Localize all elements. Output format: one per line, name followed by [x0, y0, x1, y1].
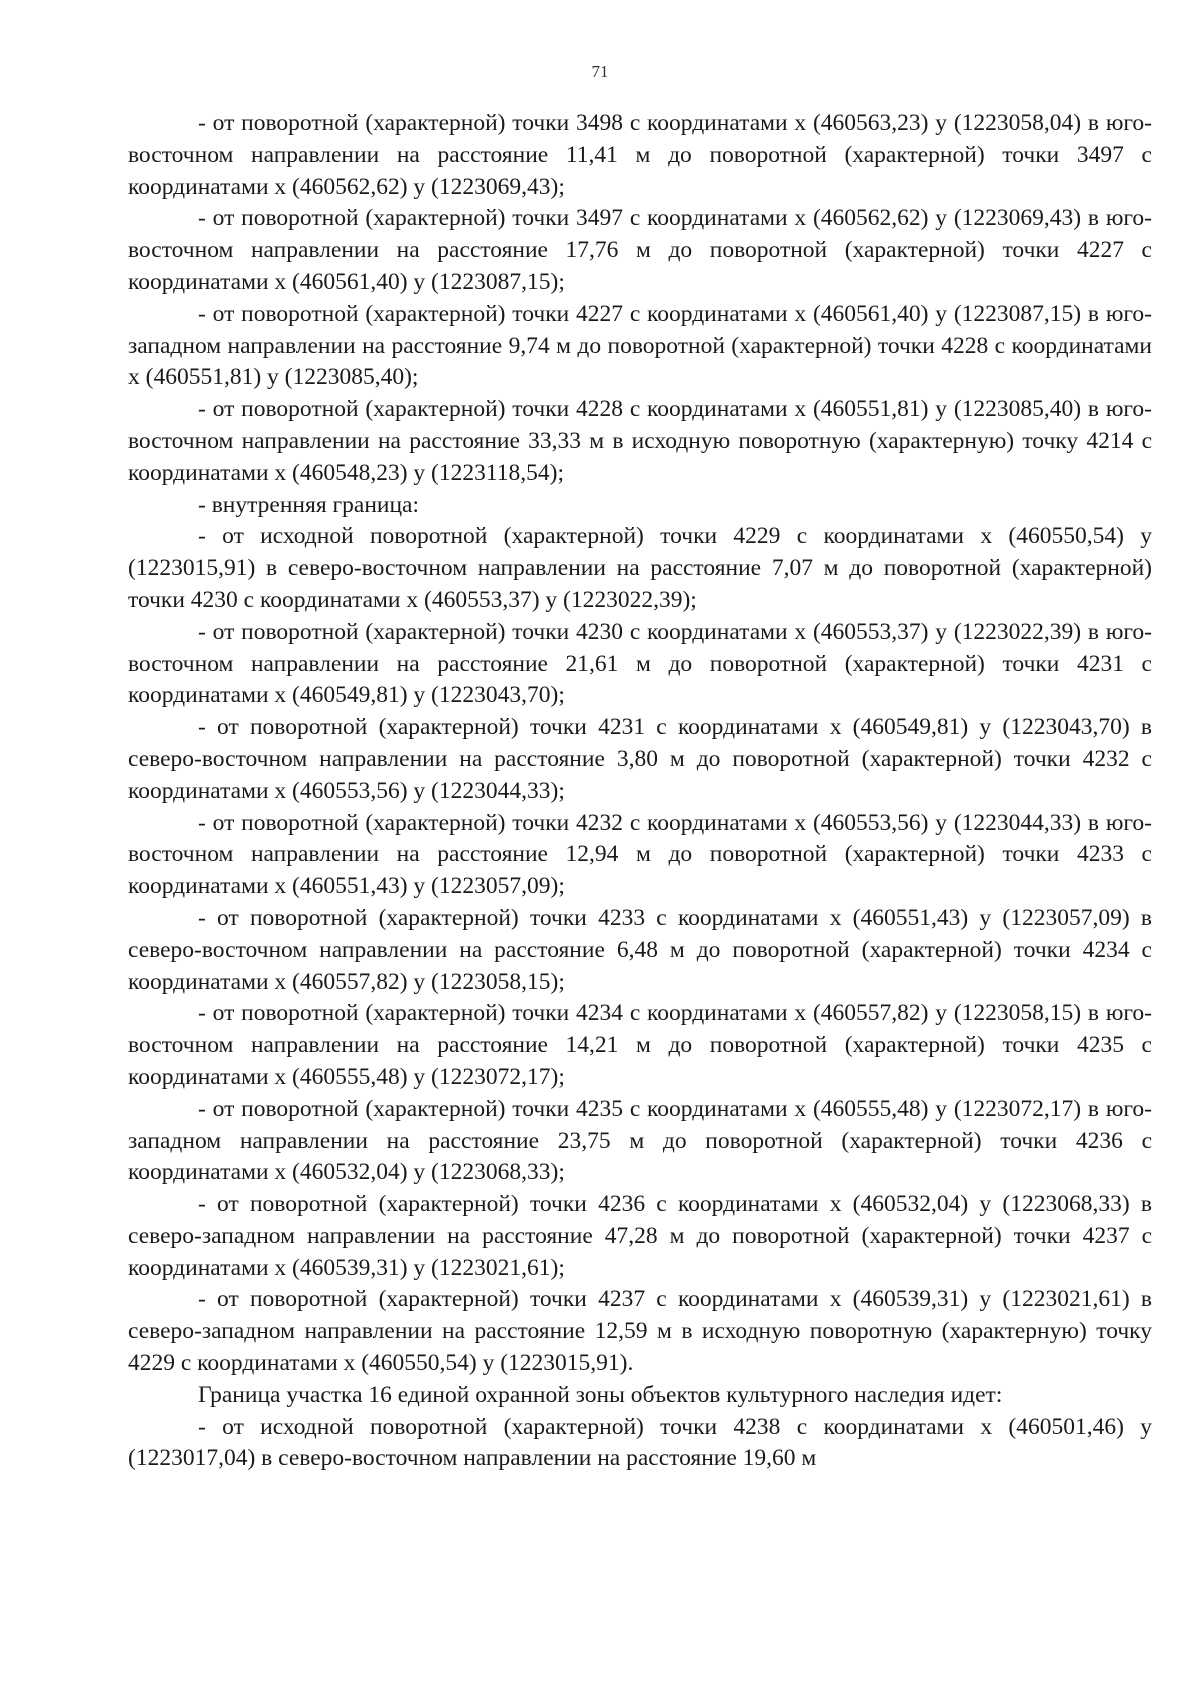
paragraph-point-4236: - от поворотной (характерной) точки 4236 с координатами х (460532,04) у (1223068,33) в северо-западном направлении на расстояние 47,28 м до поворотной (характерной) точки 4237 с координатами х (460539,31) у (1223021,61); — [128, 1191, 1152, 1281]
paragraph-point-4227: - от поворотной (характерной) точки 4227 с координатами х (460561,40) у (1223087,15) в юго-западном направлении на расстояние 9,74 м до поворотной (характерной) точки 4228 с координатами х (460551,81) у (1223085,40); — [128, 300, 1152, 391]
paragraph-point-4230: - от поворотной (характерной) точки 4230 с координатами х (460553,37) у (1223022,39) в юго-восточном направлении на расстояние 21,61 м до поворотной (характерной) точки 4231 с координатами х (460549,81) у (1223043,70); — [128, 618, 1152, 709]
paragraph-point-4229: - от исходной поворотной (характерной) точки 4229 с координатами х (460550,54) у (1223015,91) в северо-восточном направлении на расстояние 7,07 м до поворотной (характерной) точки 4230 с координатами х (460553,37) у (1223022,39); — [128, 523, 1152, 613]
paragraph-point-3498: - от поворотной (характерной) точки 3498 с координатами х (460563,23) у (1223058,04) в юго-восточном направлении на расстояние 11,41 м до поворотной (характерной) точки 3497 с координатами х (460562,62) у (1223069,43); — [128, 110, 1152, 200]
paragraph-point-4228: - от поворотной (характерной) точки 4228 с координатами х (460551,81) у (1223085,40) в юго-восточном направлении на расстояние 33,33 м в исходную поворотную (характерную) точку 4214 с координатами х (460548,23) у (1223118,54); — [128, 396, 1152, 486]
page-number: 71 — [591, 62, 609, 81]
document-body — [128, 108, 1152, 1475]
paragraph-point-4231: - от поворотной (характерной) точки 4231 с координатами х (460549,81) у (1223043,70) в северо-восточном направлении на расстояние 3,80 м до поворотной (характерной) точки 4232 с координатами х (460553,56) у (1223044,33); — [128, 714, 1152, 804]
paragraph-point-3497: - от поворотной (характерной) точки 3497 с координатами х (460562,62) у (1223069,43) в юго-восточном направлении на расстояние 17,76 м до поворотной (характерной) точки 4227 с координатами х (460561,40) у (1223087,15); — [128, 205, 1152, 295]
paragraph-inner-boundary-heading: - внутренняя граница: — [198, 491, 420, 518]
paragraph-point-4237: - от поворотной (характерной) точки 4237 с координатами х (460539,31) у (1223021,61) в северо-западном направлении на расстояние 12,59 м в исходную поворотную (характерную) точку 4229 с координатами х (460550,54) у (1223015,91). — [128, 1286, 1152, 1377]
paragraph-point-4232: - от поворотной (характерной) точки 4232 с координатами х (460553,56) у (1223044,33) в юго-восточном направлении на расстояние 12,94 м до поворотной (характерной) точки 4233 с координатами х (460551,43) у (1223057,09); — [128, 809, 1152, 900]
paragraph-point-4233: - от поворотной (характерной) точки 4233 с координатами х (460551,43) у (1223057,09) в северо-восточном направлении на расстояние 6,48 м до поворотной (характерной) точки 4234 с координатами х (460557,82) у (1223058,15); — [128, 904, 1152, 995]
paragraph-point-4234: - от поворотной (характерной) точки 4234 с координатами х (460557,82) у (1223058,15) в юго-восточном направлении на расстояние 14,21 м до поворотной (характерной) точки 4235 с координатами х (460555,48) у (1223072,17); — [128, 1000, 1152, 1090]
paragraph-point-4238: - от исходной поворотной (характерной) точки 4238 с координатами х (460501,46) у (1223017,04) в северо-восточном направлении на расстояние 19,60 м — [128, 1413, 1152, 1472]
paragraph-section-16-heading: Граница участка 16 единой охранной зоны объектов культурного наследия идет: — [198, 1381, 1003, 1408]
paragraph-point-4235: - от поворотной (характерной) точки 4235 с координатами х (460555,48) у (1223072,17) в юго-западном направлении на расстояние 23,75 м до поворотной (характерной) точки 4236 с координатами х (460532,04) у (1223068,33); — [128, 1095, 1152, 1186]
